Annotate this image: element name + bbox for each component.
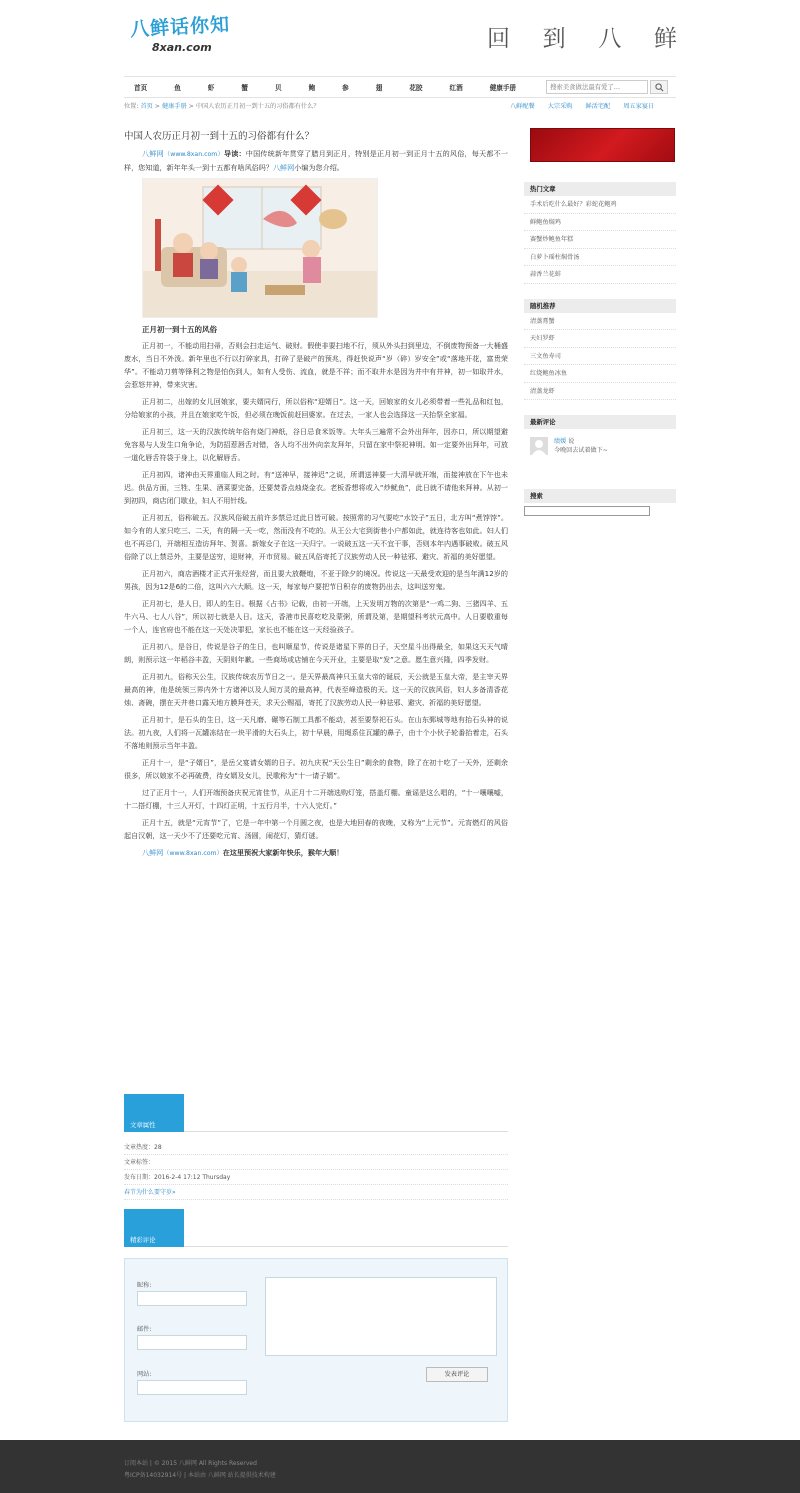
email-label: 邮件: xyxy=(137,1326,152,1333)
hot-article-item[interactable]: 手术后吃什么最好？彩蛇花鲍鸡 xyxy=(524,196,676,214)
nav-item-wine[interactable]: 红酒 xyxy=(449,84,463,92)
attrs-header xyxy=(124,1094,508,1132)
nav-item-fish-maw[interactable]: 花胶 xyxy=(409,84,423,92)
random-title: 随机推荐 xyxy=(524,299,676,313)
search-form xyxy=(546,80,668,94)
header-slogan xyxy=(487,20,677,53)
closing-url[interactable]: （www.8xan.com） xyxy=(163,850,223,857)
article-closing xyxy=(124,846,508,860)
comment-form xyxy=(124,1258,508,1422)
footer xyxy=(0,1440,800,1493)
top-link-friday[interactable]: 周五家宴日 xyxy=(623,103,655,110)
intro-tail: 小编为您介绍。 xyxy=(294,163,344,172)
article-paragraph: 正月初六，商店酒楼才正式开张经营，而且要大放鞭炮，不亚于除夕的境况。传说这一天最受欢迎的是当年满12岁的男孩，因为12是6的二倍，这叫六六大顺。这一天，每家每户要把节日积存的废物扔出去，这叫送穷鬼。 xyxy=(124,569,508,591)
avatar xyxy=(530,437,548,455)
article-paragraph: 正月初二，出嫁的女儿回娘家，要夫婿同行，所以俗称“迎婿日”。这一天，回娘家的女儿必须带着一些礼品和红包，分给娘家的小孩，并且在娘家吃午饭，但必须在晚饭前赶回婆家。在过去，一家人也会选择这一天抬祭全家福。 xyxy=(124,397,508,419)
comment-textarea[interactable] xyxy=(265,1277,497,1356)
meta-tags: 文章标签： xyxy=(124,1155,508,1170)
nav-item-crab[interactable]: 蟹 xyxy=(241,84,248,92)
article-paragraph: 正月初八，是谷日，传说是谷子的生日，也叫顺星节，传说是诸星下界的日子，天空星斗出得最全，如果这天天气晴朗，则预示这一年稻谷丰盈，天阴则年歉。一些商场或店铺在今天开业，主要是取“发”之意。愿生意兴隆，四季发财。 xyxy=(124,642,508,664)
latest-comments xyxy=(524,415,676,463)
breadcrumb-sep: > xyxy=(152,103,162,110)
article-paragraph: 过了正月十一，人们开端预备庆祝元宵佳节，从正月十二开端选购灯笼，搭盖灯棚。童谣是这么唱的，“十一嚷嚷嘘，十二搭灯棚，十三人开灯，十四灯正明，十五行月半，十六人完灯。” xyxy=(124,788,508,810)
name-field[interactable] xyxy=(137,1291,247,1306)
hot-article-item[interactable]: 蒜香兰花蚌 xyxy=(524,266,676,284)
nav-item-home[interactable]: 首页 xyxy=(134,84,148,92)
nav-item-sea-cucumber[interactable]: 参 xyxy=(342,84,349,92)
site-label: 网站: xyxy=(137,1371,152,1378)
slogan-char: 到 xyxy=(542,26,566,52)
sidebar-search-input[interactable] xyxy=(524,506,650,516)
top-links xyxy=(510,101,654,110)
meta-heat: 文章热度：28 xyxy=(124,1140,508,1155)
meta-date: 发布日期：2016-2-4 17:12 Thursday xyxy=(124,1170,508,1185)
breadcrumb-home[interactable]: 首页 xyxy=(140,103,153,110)
search-input[interactable] xyxy=(546,80,648,94)
article-paragraph: 正月初七，是人日，即人的生日。根据《占书》记载，由初一开端，上天发明万物的次第是“一鸡二狗、三猪四羊、五牛六马、七人八谷”，所以初七就是人日。这天，香港市民喜吃吃及蒙粥，所谓及第，是期望科考状元高中。人日要敬重每一个人，连官府也不能在这一天处决罪犯，家长也不能在这一天经验孩子。 xyxy=(124,599,508,634)
slogan-char: 八 xyxy=(598,26,622,52)
related-link[interactable]: 春节为什么要守岁» xyxy=(124,1185,508,1200)
random-item[interactable]: 三文鱼寿司 xyxy=(524,348,676,366)
latest-title: 最新评论 xyxy=(524,415,676,429)
top-link-bulk[interactable]: 大宗采购 xyxy=(547,103,573,110)
article-paragraph: 正月初四，诸神由天界重临人间之时。有“送神早，接神迟”之说，所谓送神要一大清早就开端，而接神放在下午也未迟。供品方面，三牲、生果、酒菜要完备，还要焚香点烛烧金衣。老板香想将或入“炒鱿鱼”，此日就不请他来拜神。从初一到初四，商店闭门歇业，妇人不用针线。 xyxy=(124,470,508,505)
article-title: 中国人农历正月初一到十五的习俗都有什么？ xyxy=(124,131,315,142)
random-item[interactable]: 天妇罗虾 xyxy=(524,330,676,348)
breadcrumb xyxy=(124,101,320,110)
latest-comment-said: 说 xyxy=(568,438,575,445)
closing-site-link[interactable]: 八鲜网 xyxy=(142,848,164,857)
random-recommend xyxy=(524,299,676,401)
comments-tab: 精彩评论 xyxy=(124,1209,184,1247)
top-link-meal[interactable]: 八鲜配餐 xyxy=(510,103,535,110)
intro-text: 中国传统新年贯穿了腊月到正月，特别是正月初一到正月十五的风俗，每天都不一样，您知道，新年年头一到十五都有啥风俗吗？ xyxy=(124,149,509,172)
intro-label: 导读： xyxy=(223,149,246,158)
breadcrumb-category[interactable]: 健康手册 xyxy=(161,103,187,110)
nav-item-abalone[interactable]: 鲍 xyxy=(308,84,316,92)
main-nav xyxy=(124,76,676,98)
article-subheading: 正月初一到十五的风俗 xyxy=(142,325,217,334)
random-item[interactable]: 清蒸膏蟹 xyxy=(524,313,676,331)
article-paragraph: 正月初十，是石头的生日，这一天凡磨、碾等石制工具都不能动，甚至要祭祀石头。在山东鄄城等地有抬石头神的说法。初九夜，人们将一瓦罐冻结在一块平滑的大石头上，初十早晨，用绳系住瓦罐的鼻子，由十个小伙子轮番抬着走，石头不落地则预示当年丰盈。 xyxy=(124,715,508,750)
article xyxy=(124,128,508,864)
sidebar-banner[interactable] xyxy=(530,128,675,162)
intro-site-link[interactable]: 八鲜网 xyxy=(142,149,164,158)
article-paragraph: 正月初五，俗称破五。汉族风俗破五前许多禁忌过此日皆可破。按照常的习气要吃“水饺子”五日，北方叫“煮饽饽”。如今有的人家只吃三、二天，有的隔一天一吃，然而没有不吃的。从王公大宅到街巷小户都如此，就连待客也如此。妇人们也不再忌门，开端相互造访拜年、贺喜。新嫁女子在这一天归宁。一说破五这一天不宜干事，否则本年内遇事破败。破五风俗除了以上禁忌外，主要是送穷，迎财神，开市贸易。破五风俗寄托了汉族劳动人民一种祛邪、避灾、祈福的美好愿望。 xyxy=(124,513,508,561)
nav-item-shark-fin[interactable]: 翅 xyxy=(375,84,383,92)
breadcrumb-current: 中国人农历正月初一到十五的习俗都有什么？ xyxy=(195,103,320,110)
article-paragraph: 正月初九，俗称天公生，汉族传统农历节日之一。是天界最高神只玉皇大帝的诞辰，天公就是玉皇大帝，是主宰天界最高的神，他是统领三界内外十方诸神以及人间万灵的最高神，代表至峰造极的天。这一天的汉族风俗，妇人多备清香花烛、斋碗，摆在天井巷口露天地方膜拜苍天，求天公赐福，寄托了汉族劳动人民一种祛邪、避灾、祈福的美好愿望。 xyxy=(124,672,508,707)
closing-text: 在这里预祝大家新年快乐，猴年大顺！ xyxy=(222,848,344,857)
hot-articles xyxy=(524,182,676,284)
latest-comment-user[interactable]: 绩媛 xyxy=(554,438,567,445)
nav-item-health[interactable]: 健康手册 xyxy=(489,84,517,92)
email-field[interactable] xyxy=(137,1335,247,1350)
latest-comment-body: 今晚回去试着做下~ xyxy=(554,447,608,454)
hot-article-item[interactable]: 鲜鲍鱼焖鸡 xyxy=(524,214,676,232)
nav-item-fish[interactable]: 鱼 xyxy=(174,84,181,92)
slogan-char: 鲜 xyxy=(653,26,677,52)
attrs-tab: 文章属性 xyxy=(124,1094,184,1132)
hot-article-item[interactable]: 白萝卜瑶柱焖骨汤 xyxy=(524,249,676,267)
article-illustration xyxy=(142,178,378,318)
top-link-delivery[interactable]: 鲜活宅配 xyxy=(585,103,611,110)
search-button[interactable] xyxy=(650,80,668,94)
article-paragraph: 正月初一，不能动用扫帚，否则会扫走运气、破财。假使非要扫地不行，须从外头扫到里边，不倒废物预备一大桶盛废水，当日不外泼。新年里也不行以打碎家具，打碎了是破产的预兆，得赶快说声“岁（碎）岁安全”或“落地开花，富贵荣华”。不能动刀剪等锋利之物是怕伤到人，如有人受伤、流血，就是不祥；而不取井水是因为井中有井神，初一如取井水，会惹怒井神，带来灾害。 xyxy=(124,341,508,389)
random-item[interactable]: 清蒸龙虾 xyxy=(524,383,676,401)
name-label: 昵称: xyxy=(137,1282,152,1289)
article-meta xyxy=(124,1140,508,1200)
latest-comment-text xyxy=(554,437,608,455)
random-item[interactable]: 红烧鲍鱼冰鱼 xyxy=(524,365,676,383)
user-icon xyxy=(530,437,548,455)
sidebar-search-title: 搜索 xyxy=(524,489,676,503)
footer-copyright: 订阅本站 | © 2015 八鲜网 All Rights Reserved xyxy=(124,1460,257,1467)
hot-articles-title: 热门文章 xyxy=(524,182,676,196)
article-paragraph: 正月十五，就是“元宵节”了，它是一年中第一个月圆之夜，也是大地回春的夜晚，又称为“上元节”。元宵燃灯的风俗起自汉朝，这一天少不了还要吃元宵、汤圆，闹花灯，猜灯谜。 xyxy=(124,818,508,840)
nav-item-shellfish[interactable]: 贝 xyxy=(274,84,282,92)
nav-item-shrimp[interactable]: 虾 xyxy=(207,84,215,92)
logo-text-cn: 八鲜话你知 xyxy=(129,13,231,41)
article-intro xyxy=(124,147,508,174)
logo-text-en: 8xan.com xyxy=(152,41,212,54)
breadcrumb-sep: > xyxy=(186,103,196,110)
sidebar xyxy=(524,128,676,516)
intro-site-link-2[interactable]: 八鲜网 xyxy=(272,163,295,172)
submit-comment-button[interactable]: 发表评论 xyxy=(426,1367,488,1382)
search-icon xyxy=(655,83,664,92)
article-paragraph: 正月初三，这一天的汉族传统年俗有烧门神纸，谷日忌食米饭等。大年头三遍常不会外出拜年，因亦口，所以期望避免容易与人发生口角争论，为防招惹唇舌对错，各人均不出外向亲友拜年，只留在家中祭祀神明。如一定要外出拜年，可放一道化唇舌符袋于身上，以化解唇舌。 xyxy=(124,427,508,462)
comments-header xyxy=(124,1209,508,1247)
intro-url[interactable]: （www.8xan.com） xyxy=(163,151,224,158)
sidebar-search xyxy=(524,489,676,516)
breadcrumb-prefix: 位置: xyxy=(124,103,139,110)
article-paragraph: 正月十一，是“子婿日”，是岳父宴请女婿的日子。初九庆祝“天公生日”剩余的食物，除了在初十吃了一天外，还剩余很多，所以娘家不必再破费，待女婿及女儿，民歌称为“十一请子婿”。 xyxy=(124,758,508,780)
latest-comment xyxy=(524,429,676,463)
footer-icp: 粤ICP备14032914号 | 本站由 八鲜网 站长提供技术构建 xyxy=(124,1472,276,1479)
site-logo[interactable] xyxy=(130,12,240,58)
slogan-char: 回 xyxy=(487,26,510,52)
site-field[interactable] xyxy=(137,1380,247,1395)
new-year-family-illustration xyxy=(143,179,378,318)
hot-article-item[interactable]: 赛蟹炒鲍鱼年糕 xyxy=(524,231,676,249)
